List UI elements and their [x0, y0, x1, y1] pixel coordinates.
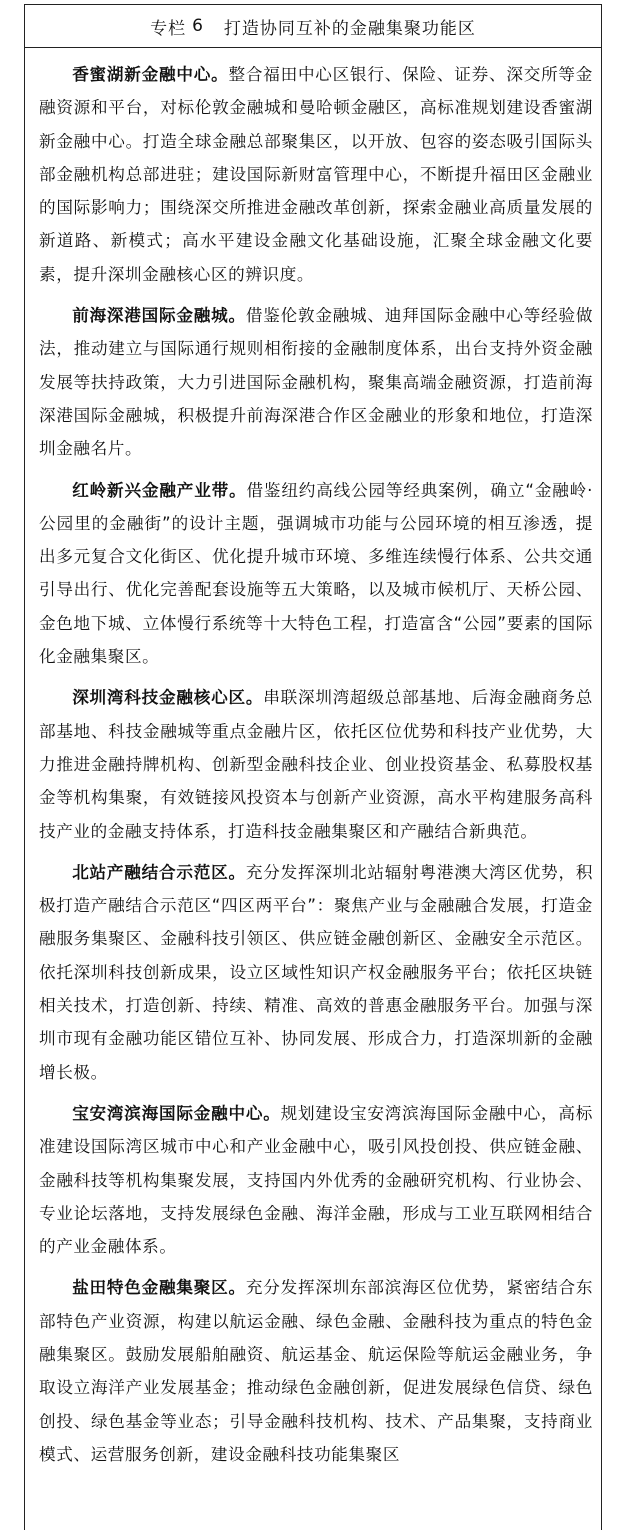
section-heading: 北站产融结合示范区。 — [72, 862, 246, 882]
section-heading: 前海深港国际金融城。 — [72, 306, 246, 326]
section-qianhai — [39, 299, 593, 465]
section-north-station — [39, 856, 593, 1089]
section-heading: 红岭新兴金融产业带。 — [72, 480, 247, 500]
column-content — [25, 48, 601, 1471]
section-yantian — [39, 1271, 593, 1471]
section-hongling — [39, 474, 593, 674]
section-heading: 盐田特色金融集聚区。 — [72, 1278, 246, 1298]
column-title — [25, 5, 601, 48]
section-heading: 香蜜湖新金融中心。 — [72, 65, 229, 84]
column-title-text: 打造协同互补的金融集聚功能区 — [223, 18, 476, 39]
section-heading: 深圳湾科技金融核心区。 — [72, 688, 264, 708]
section-baoan-bay — [39, 1097, 593, 1263]
column-title-prefix: 专栏 — [150, 18, 187, 39]
section-body: 借鉴伦敦金融城、迪拜国际金融中心等经验做法，推动建立与国际通行规则相衔接的金融制度体系，出台支持外资金融发展等扶持政策，大力引进国际金融机构，聚集高端金融资源，打造前海深港国际金融城，积极提升前海深港合作区金融业的形象和地位，打造深圳金融名片。 — [39, 306, 594, 459]
section-shenzhen-bay — [39, 681, 593, 847]
section-heading: 宝安湾滨海国际金融中心。 — [72, 1103, 281, 1123]
column-title-number: 6 — [192, 16, 204, 36]
section-body: 串联深圳湾超级总部基地、后海金融商务总部基地、科技金融城等重点金融片区，依托区位优势和科技产业优势，大力推进金融持牌机构、创新型金融科技企业、创业投资基金、私募股权基金等机构集聚，有效链接风投资本与创新产业资源，高水平构建服务高科技产业的金融支持体系，打造科技金融集聚区和产融结合新典范。 — [39, 688, 593, 841]
section-xiangmihu — [39, 58, 593, 291]
section-body: 借鉴纽约高线公园等经典案例，确立“金融岭·公园里的金融街”的设计主题，强调城市功能与公园环境的相互渗透，提出多元复合文化街区、优化提升城市环境、多维连续慢行体系、公共交通引导出行、优化完善配套设施等五大策略，以及城市候机厅、天桥公园、金色地下城、立体慢行系统等十大特色工程，打造富含“公园”要素的国际化金融集聚区。 — [39, 480, 593, 667]
section-body: 整合福田中心区银行、保险、证券、深交所等金融资源和平台，对标伦敦金融城和曼哈顿金融区，高标准规划建设香蜜湖新金融中心。打造全球金融总部聚集区，以开放、包容的姿态吸引国际头部金融机构总部进驻；建设国际新财富管理中心，不断提升福田区金融业的国际影响力；围绕深交所推进金融改革创新，探索金融业高质量发展的新道路、新模式；高水平建设金融文化基础设施，汇聚全球金融文化要素，提升深圳金融核心区的辨识度。 — [39, 65, 593, 284]
section-body: 规划建设宝安湾滨海国际金融中心，高标准建设国际湾区城市中心和产业金融中心，吸引风投创投、供应链金融、金融科技等机构集聚发展，支持国内外优秀的金融研究机构、行业协会、专业论坛落地，支持发展绿色金融、海洋金融，形成与工业互联网相结合的产业金融体系。 — [39, 1103, 593, 1257]
section-body: 充分发挥深圳北站辐射粤港澳大湾区优势，积极打造产融结合示范区“四区两平台”：聚焦产业与金融融合发展，打造金融服务集聚区、金融科技引领区、供应链金融创新区、金融安全示范区。依托深圳科技创新成果，设立区域性知识产权金融服务平台；依托区块链相关技术，打造创新、持续、精准、高效的普惠金融服务平台。加强与深圳市现有金融功能区错位互补、协同发展、形成合力，打造深圳新的金融增长极。 — [39, 862, 594, 1082]
section-body: 充分发挥深圳东部滨海区位优势，紧密结合东部特色产业资源，构建以航运金融、绿色金融、金融科技为重点的特色金融集聚区。鼓励发展船舶融资、航运基金、航运保险等航运金融业务，争取设立海洋产业发展基金；推动绿色金融创新，促进发展绿色信贷、绿色创投、绿色基金等业态；引导金融科技机构、技术、产品集聚，支持商业模式、运营服务创新，建设金融科技功能集聚区 — [39, 1278, 594, 1464]
column-box — [24, 4, 602, 1530]
